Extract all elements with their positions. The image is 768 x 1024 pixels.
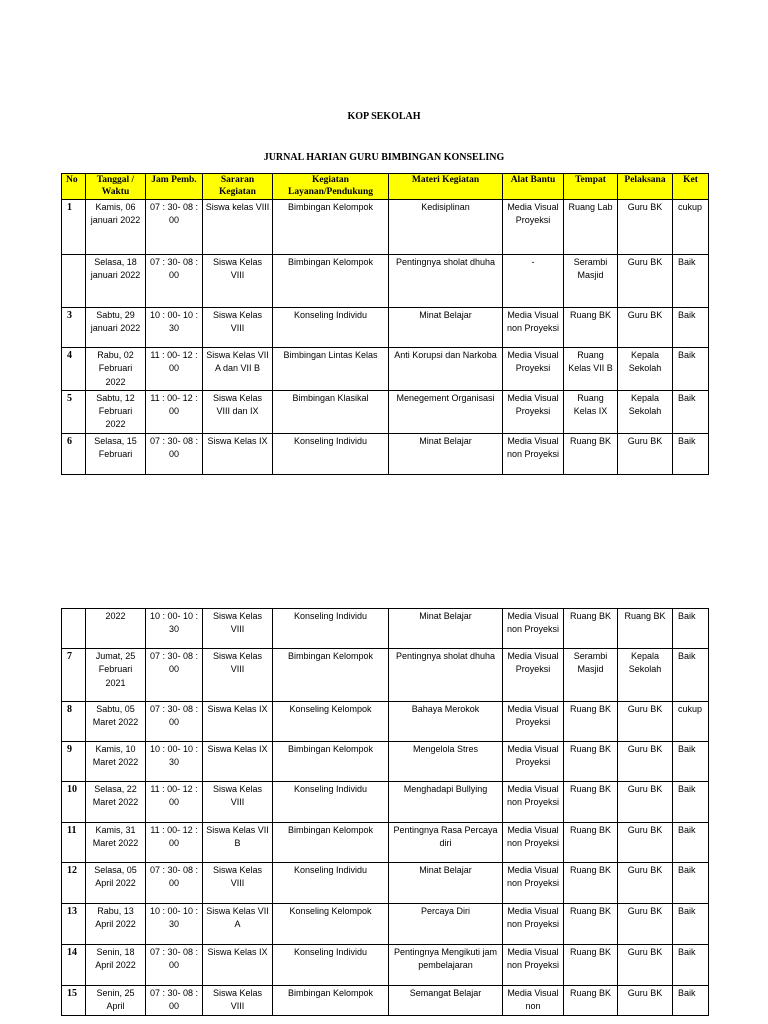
cell-tanggal: Selasa, 15 Februari <box>86 433 146 474</box>
cell-ket: Baik <box>673 649 709 702</box>
cell-jam: 07 : 30- 08 : 00 <box>146 986 203 1016</box>
header-materi: Materi Kegiatan <box>389 174 503 200</box>
cell-tanggal: Kamis, 10 Maret 2022 <box>86 742 146 782</box>
cell-sasaran: Siswa Kelas IX <box>203 433 273 474</box>
cell-no: 5 <box>62 390 86 433</box>
cell-kegiatan: Konseling Individu <box>273 863 389 904</box>
cell-pelaksana: Guru BK <box>618 255 673 308</box>
cell-ket: Baik <box>673 823 709 863</box>
header-sasaran: Sararan Kegiatan <box>203 174 273 200</box>
table-row <box>62 649 709 702</box>
table-row <box>62 823 709 863</box>
cell-tempat: Ruang BK <box>564 945 618 986</box>
table-row <box>62 782 709 823</box>
cell-no: 10 <box>62 782 86 823</box>
cell-materi: Minat Belajar <box>389 863 503 904</box>
header-pelaksana: Pelaksana <box>618 174 673 200</box>
table-row <box>62 609 709 649</box>
cell-materi: Mengelola Stres <box>389 742 503 782</box>
cell-materi: Anti Korupsi dan Narkoba <box>389 348 503 391</box>
cell-jam: 07 : 30- 08 : 00 <box>146 649 203 702</box>
cell-ket: Baik <box>673 945 709 986</box>
cell-jam: 11 : 00- 12 : 00 <box>146 782 203 823</box>
cell-kegiatan: Bimbingan Kelompok <box>273 823 389 863</box>
cell-no: 12 <box>62 863 86 904</box>
table-header-row <box>62 174 709 200</box>
cell-tempat: Ruang Kelas IX <box>564 390 618 433</box>
kop-sekolah-heading: KOP SEKOLAH <box>347 111 421 122</box>
cell-alat-bantu: Media Visual non Proyeksi <box>503 433 564 474</box>
cell-pelaksana: Guru BK <box>618 433 673 474</box>
cell-jam: 11 : 00- 12 : 00 <box>146 823 203 863</box>
cell-alat-bantu: Media Visual non Proyeksi <box>503 823 564 863</box>
table-row <box>62 904 709 945</box>
cell-tempat: Ruang BK <box>564 308 618 348</box>
journal-table-page-1 <box>61 173 709 475</box>
cell-tanggal: 2022 <box>86 609 146 649</box>
cell-ket: Baik <box>673 433 709 474</box>
table-row <box>62 863 709 904</box>
cell-kegiatan: Bimbingan Kelompok <box>273 200 389 255</box>
cell-pelaksana: Guru BK <box>618 945 673 986</box>
cell-materi: Bahaya Merokok <box>389 702 503 742</box>
cell-pelaksana: Guru BK <box>618 200 673 255</box>
cell-no <box>62 255 86 308</box>
cell-no: 3 <box>62 308 86 348</box>
cell-alat-bantu: Media Visual non Proyeksi <box>503 308 564 348</box>
cell-alat-bantu: Media Visual Proyeksi <box>503 702 564 742</box>
cell-tanggal: Kamis, 06 januari 2022 <box>86 200 146 255</box>
cell-tanggal: Selasa, 05 April 2022 <box>86 863 146 904</box>
cell-jam: 11 : 00- 12 : 00 <box>146 390 203 433</box>
cell-jam: 10 : 00- 10 : 30 <box>146 742 203 782</box>
cell-alat-bantu: Media Visual Proyeksi <box>503 200 564 255</box>
cell-no: 9 <box>62 742 86 782</box>
cell-jam: 07 : 30- 08 : 00 <box>146 945 203 986</box>
cell-pelaksana: Guru BK <box>618 904 673 945</box>
cell-tempat: Serambi Masjid <box>564 255 618 308</box>
cell-kegiatan: Bimbingan Klasikal <box>273 390 389 433</box>
cell-no: 4 <box>62 348 86 391</box>
cell-pelaksana: Ruang BK <box>618 609 673 649</box>
cell-pelaksana: Kepala Sekolah <box>618 348 673 391</box>
cell-materi: Pentingnya Mengikuti jam pembelajaran <box>389 945 503 986</box>
cell-jam: 10 : 00- 10 : 30 <box>146 609 203 649</box>
cell-pelaksana: Guru BK <box>618 863 673 904</box>
cell-sasaran: Siswa Kelas VIII dan IX <box>203 390 273 433</box>
table-row <box>62 702 709 742</box>
cell-no: 14 <box>62 945 86 986</box>
document-title: JURNAL HARIAN GURU BIMBINGAN KONSELING <box>263 152 505 163</box>
cell-kegiatan: Konseling Kelompok <box>273 904 389 945</box>
cell-tanggal: Sabtu, 05 Maret 2022 <box>86 702 146 742</box>
cell-tanggal: Rabu, 02 Februari 2022 <box>86 348 146 391</box>
cell-ket: Baik <box>673 742 709 782</box>
cell-sasaran: Siswa Kelas VII A <box>203 904 273 945</box>
cell-tempat: Ruang BK <box>564 433 618 474</box>
cell-sasaran: Siswa Kelas VII B <box>203 823 273 863</box>
cell-pelaksana: Guru BK <box>618 308 673 348</box>
header-jam: Jam Pemb. <box>146 174 203 200</box>
cell-kegiatan: Bimbingan Kelompok <box>273 742 389 782</box>
cell-kegiatan: Bimbingan Kelompok <box>273 255 389 308</box>
cell-materi: Semangat Belajar <box>389 986 503 1016</box>
cell-tempat: Ruang BK <box>564 782 618 823</box>
cell-tanggal: Selasa, 18 januari 2022 <box>86 255 146 308</box>
cell-kegiatan: Konseling Individu <box>273 945 389 986</box>
cell-sasaran: Siswa Kelas VIII <box>203 986 273 1016</box>
cell-tanggal: Sabtu, 29 januari 2022 <box>86 308 146 348</box>
cell-ket: Baik <box>673 782 709 823</box>
table-row <box>62 945 709 986</box>
cell-tanggal: Senin, 25 April <box>86 986 146 1016</box>
cell-kegiatan: Konseling Individu <box>273 308 389 348</box>
cell-materi: Minat Belajar <box>389 308 503 348</box>
cell-materi: Pentingnya sholat dhuha <box>389 255 503 308</box>
cell-alat-bantu: Media Visual Proyeksi <box>503 742 564 782</box>
cell-alat-bantu: - <box>503 255 564 308</box>
cell-tempat: Ruang BK <box>564 904 618 945</box>
cell-pelaksana: Guru BK <box>618 742 673 782</box>
cell-jam: 10 : 00- 10 : 30 <box>146 308 203 348</box>
table-row <box>62 986 709 1016</box>
cell-no: 13 <box>62 904 86 945</box>
cell-ket: Baik <box>673 255 709 308</box>
header-no: No <box>62 174 86 200</box>
cell-alat-bantu: Media Visual Proyeksi <box>503 390 564 433</box>
table-row <box>62 742 709 782</box>
cell-no <box>62 609 86 649</box>
cell-kegiatan: Konseling Kelompok <box>273 702 389 742</box>
cell-sasaran: Siswa Kelas VIII <box>203 863 273 904</box>
cell-alat-bantu: Media Visual non Proyeksi <box>503 904 564 945</box>
cell-pelaksana: Guru BK <box>618 986 673 1016</box>
table-row <box>62 433 709 474</box>
cell-alat-bantu: Media Visual Proyeksi <box>503 348 564 391</box>
cell-ket: Baik <box>673 863 709 904</box>
cell-ket: cukup <box>673 200 709 255</box>
cell-pelaksana: Guru BK <box>618 782 673 823</box>
cell-tanggal: Jumat, 25 Februari 2021 <box>86 649 146 702</box>
cell-materi: Menghadapi Bullying <box>389 782 503 823</box>
cell-tempat: Ruang BK <box>564 702 618 742</box>
cell-sasaran: Siswa Kelas VIII <box>203 609 273 649</box>
cell-tempat: Ruang Kelas VII B <box>564 348 618 391</box>
cell-kegiatan: Bimbingan Kelompok <box>273 986 389 1016</box>
cell-tanggal: Senin, 18 April 2022 <box>86 945 146 986</box>
cell-alat-bantu: Media Visual non Proyeksi <box>503 945 564 986</box>
cell-no: 11 <box>62 823 86 863</box>
cell-sasaran: Siswa Kelas VIII <box>203 649 273 702</box>
cell-tempat: Ruang BK <box>564 609 618 649</box>
cell-tempat: Ruang BK <box>564 742 618 782</box>
journal-table-page-2 <box>61 608 709 1016</box>
cell-materi: Minat Belajar <box>389 609 503 649</box>
cell-ket: Baik <box>673 348 709 391</box>
cell-kegiatan: Konseling Individu <box>273 609 389 649</box>
cell-sasaran: Siswa Kelas IX <box>203 702 273 742</box>
cell-no: 15 <box>62 986 86 1016</box>
header-tanggal: Tanggal / Waktu <box>86 174 146 200</box>
cell-tanggal: Rabu, 13 April 2022 <box>86 904 146 945</box>
cell-jam: 10 : 00- 10 : 30 <box>146 904 203 945</box>
cell-no: 8 <box>62 702 86 742</box>
cell-ket: Baik <box>673 904 709 945</box>
header-alat-bantu: Alat Bantu <box>503 174 564 200</box>
cell-materi: Minat Belajar <box>389 433 503 474</box>
cell-alat-bantu: Media Visual non Proyeksi <box>503 609 564 649</box>
cell-alat-bantu: Media Visual non Proyeksi <box>503 782 564 823</box>
cell-jam: 07 : 30- 08 : 00 <box>146 255 203 308</box>
cell-materi: Pentingnya Rasa Percaya diri <box>389 823 503 863</box>
cell-jam: 11 : 00- 12 : 00 <box>146 348 203 391</box>
cell-sasaran: Siswa Kelas VIII <box>203 782 273 823</box>
cell-kegiatan: Bimbingan Kelompok <box>273 649 389 702</box>
cell-pelaksana: Guru BK <box>618 823 673 863</box>
cell-kegiatan: Konseling Individu <box>273 782 389 823</box>
cell-jam: 07 : 30- 08 : 00 <box>146 200 203 255</box>
cell-ket: Baik <box>673 390 709 433</box>
cell-jam: 07 : 30- 08 : 00 <box>146 702 203 742</box>
cell-pelaksana: Guru BK <box>618 702 673 742</box>
table-row <box>62 390 709 433</box>
cell-ket: Baik <box>673 308 709 348</box>
cell-tanggal: Selasa, 22 Maret 2022 <box>86 782 146 823</box>
cell-ket: Baik <box>673 609 709 649</box>
cell-jam: 07 : 30- 08 : 00 <box>146 863 203 904</box>
cell-tempat: Ruang Lab <box>564 200 618 255</box>
cell-tanggal: Sabtu, 12 Februari 2022 <box>86 390 146 433</box>
cell-tempat: Serambi Masjid <box>564 649 618 702</box>
cell-kegiatan: Konseling Individu <box>273 433 389 474</box>
table-row <box>62 348 709 391</box>
cell-tempat: Ruang BK <box>564 863 618 904</box>
cell-pelaksana: Kepala Sekolah <box>618 390 673 433</box>
table-row <box>62 200 709 255</box>
cell-jam: 07 : 30- 08 : 00 <box>146 433 203 474</box>
cell-sasaran: Siswa Kelas VII A dan VII B <box>203 348 273 391</box>
cell-materi: Menegement Organisasi <box>389 390 503 433</box>
cell-materi: Pentingnya sholat dhuha <box>389 649 503 702</box>
cell-sasaran: Siswa Kelas VIII <box>203 308 273 348</box>
cell-materi: Kedisiplinan <box>389 200 503 255</box>
cell-alat-bantu: Media Visual non Proyeksi <box>503 863 564 904</box>
header-kegiatan: Kegiatan Layanan/Pendukung <box>273 174 389 200</box>
cell-tempat: Ruang BK <box>564 823 618 863</box>
cell-materi: Percaya Diri <box>389 904 503 945</box>
cell-no: 6 <box>62 433 86 474</box>
header-tempat: Tempat <box>564 174 618 200</box>
cell-sasaran: Siswa Kelas IX <box>203 742 273 782</box>
cell-sasaran: Siswa kelas VIII <box>203 200 273 255</box>
cell-no: 1 <box>62 200 86 255</box>
cell-pelaksana: Kepala Sekolah <box>618 649 673 702</box>
table-row <box>62 308 709 348</box>
cell-alat-bantu: Media Visual non <box>503 986 564 1016</box>
cell-kegiatan: Bimbingan Lintas Kelas <box>273 348 389 391</box>
cell-alat-bantu: Media Visual Proyeksi <box>503 649 564 702</box>
cell-ket: cukup <box>673 702 709 742</box>
table-row <box>62 255 709 308</box>
cell-tempat: Ruang BK <box>564 986 618 1016</box>
cell-sasaran: Siswa Kelas VIII <box>203 255 273 308</box>
cell-ket: Baik <box>673 986 709 1016</box>
header-ket: Ket <box>673 174 709 200</box>
cell-tanggal: Kamis, 31 Maret 2022 <box>86 823 146 863</box>
cell-no: 7 <box>62 649 86 702</box>
cell-sasaran: Siswa Kelas IX <box>203 945 273 986</box>
